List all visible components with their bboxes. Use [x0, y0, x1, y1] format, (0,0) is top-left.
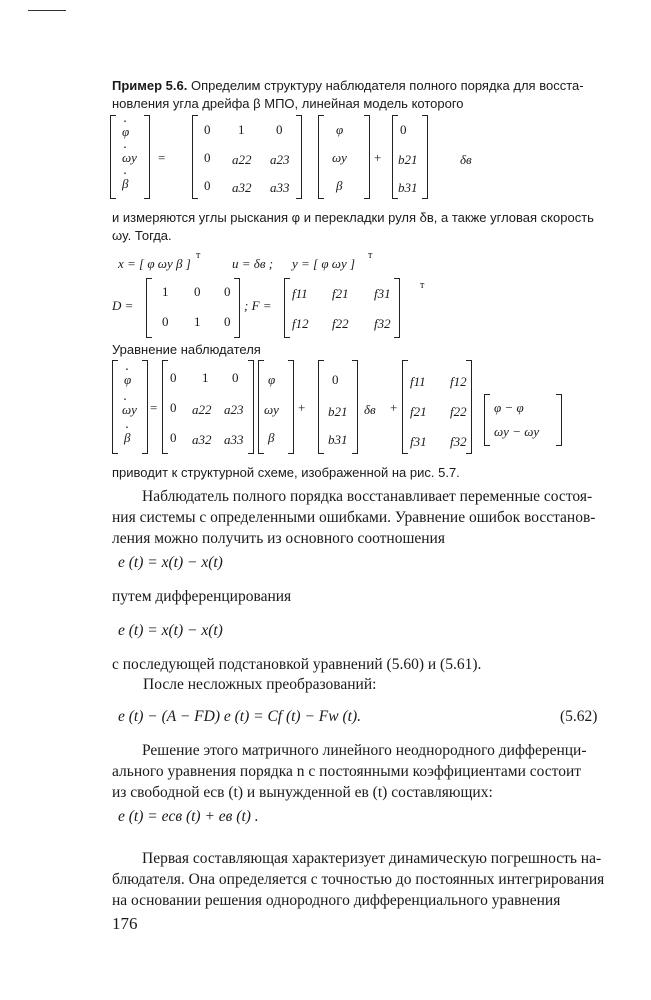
- obs-x-0: φ: [268, 372, 276, 387]
- measured-line-1: и измеряются углы рыскания φ и перекладки руля δв, а также угловая скорость: [112, 210, 594, 225]
- para-2-line-3: из свободной eсв (t) и вынужденной eв (t) составляющих:: [112, 784, 493, 801]
- eq-562-number: (5.62): [560, 708, 598, 725]
- system-equation: [110, 112, 510, 202]
- para-1: [112, 486, 607, 549]
- d-bracket-right: [234, 278, 240, 338]
- b-2: b31: [398, 180, 418, 195]
- plus-sign: +: [374, 150, 382, 165]
- f-10: f12: [292, 316, 309, 331]
- para-3-line-1: Первая составляющая характеризует динамическую погрешность на-: [142, 850, 602, 867]
- obs-err-0: φ − φ: [494, 400, 524, 415]
- eq-edot: e (t) = x(t) − x(t): [118, 622, 223, 639]
- leads-to-text: приводит к структурной схеме, изображенной на рис. 5.7.: [112, 465, 460, 480]
- obs-a-22: a33: [224, 432, 244, 447]
- obs-a-11: a22: [192, 402, 212, 417]
- d-12: 0: [224, 314, 231, 329]
- obs-a-10: 0: [170, 400, 177, 415]
- obs-l-10: f21: [410, 404, 427, 419]
- a-22: a33: [270, 180, 290, 195]
- input-delta: δв: [460, 152, 472, 167]
- para-1-line-1: Наблюдатель полного порядка восстанавливает переменные состоя-: [142, 488, 593, 505]
- d-01: 0: [194, 284, 201, 299]
- obs-l-00: f11: [410, 374, 426, 389]
- d-11: 1: [194, 314, 201, 329]
- obs-input: δв: [364, 402, 376, 417]
- f-02: f31: [374, 286, 391, 301]
- lhs-1: · ωy: [122, 150, 137, 166]
- subst-text: с последующей подстановкой уравнений (5.60) и (5.61).: [112, 656, 482, 673]
- u-definition: u = δв ;: [232, 256, 274, 271]
- example-text-1: Определим структуру наблюдателя полного порядка для восста-: [190, 78, 584, 93]
- f-bracket-right: [394, 278, 400, 338]
- para-1-line-2: ния системы с определенными ошибками. Уравнение ошибок восстанов-: [112, 509, 596, 526]
- obs-lhs-2: · β: [124, 430, 130, 446]
- f-transpose: т: [420, 280, 425, 291]
- obs-b-2: b31: [328, 432, 348, 447]
- x-2: β: [336, 178, 343, 193]
- a-21: a32: [232, 180, 252, 195]
- obs-b-0: 0: [332, 372, 339, 387]
- obs-x-2: β: [268, 430, 275, 445]
- obs-l-01: f12: [450, 374, 467, 389]
- obs-plus-1: +: [298, 400, 306, 415]
- x-1: ωy: [332, 150, 347, 165]
- a-20: 0: [204, 178, 211, 193]
- a-01: 1: [238, 122, 245, 137]
- para-2: [112, 740, 607, 803]
- obs-x-1: ωy: [264, 402, 279, 417]
- observer-equation: [112, 360, 572, 456]
- by-diff-text: путем дифференцирования: [112, 588, 292, 605]
- example-text-2: новления угла дрейфа β МПО, линейная модель которого: [112, 96, 464, 111]
- para-3-line-3: на основании решения однородного дифференциального уравнения: [112, 892, 561, 909]
- d-bracket-left: [146, 278, 152, 338]
- obs-equals: =: [150, 400, 158, 415]
- example-line-1: [112, 78, 584, 93]
- a-02: 0: [276, 122, 283, 137]
- para-2-line-1: Решение этого матричного линейного неоднородного дифференци-: [142, 742, 587, 759]
- para-3: [112, 848, 607, 911]
- example-label: Пример 5.6.: [112, 78, 188, 93]
- b-0: 0: [400, 122, 407, 137]
- x-0: φ: [336, 122, 344, 137]
- x-definition: x = [ φ ωy β ]: [118, 256, 191, 271]
- f-00: f11: [292, 286, 308, 301]
- a-10: 0: [204, 150, 211, 165]
- para-2-line-2: ального уравнения порядка n с постоянными коэффициентами состоит: [112, 763, 582, 780]
- eq-e: e (t) = x(t) − x(t): [118, 554, 223, 571]
- obs-l-11: f22: [450, 404, 467, 419]
- f-bracket-left: [284, 278, 290, 338]
- eq-sum: e (t) = eсв (t) + eв (t) .: [118, 808, 259, 825]
- obs-lhs-0: · φ: [124, 372, 131, 388]
- equals-sign: =: [158, 150, 166, 165]
- measured-line-2: ωy. Тогда.: [112, 228, 172, 243]
- a-12: a23: [270, 152, 290, 167]
- eq-562: e (t) − (A − FD) e (t) = Cf (t) − Fw (t).: [118, 708, 361, 725]
- obs-a-21: a32: [192, 432, 212, 447]
- para-3-line-2: блюдателя. Она определяется с точностью до постоянных интегрирования: [112, 871, 605, 888]
- obs-a-00: 0: [170, 370, 177, 385]
- d-label: D =: [112, 298, 134, 313]
- y-transpose: т: [368, 250, 373, 261]
- d-02: 0: [224, 284, 231, 299]
- lhs-0: · φ: [122, 124, 129, 140]
- obs-lhs-1: · ωy: [122, 402, 137, 418]
- obs-a-20: 0: [170, 430, 177, 445]
- b-1: b21: [398, 152, 418, 167]
- f-12: f32: [374, 316, 391, 331]
- obs-b-1: b21: [328, 404, 348, 419]
- a-00: 0: [204, 122, 211, 137]
- page-number: 176: [112, 914, 138, 933]
- header-rule: [28, 10, 66, 11]
- lhs-2: · β: [122, 176, 128, 192]
- f-label: ; F =: [244, 298, 272, 313]
- obs-a-02: 0: [232, 370, 239, 385]
- obs-plus-2: +: [390, 400, 398, 415]
- obs-a-12: a23: [224, 402, 244, 417]
- obs-l-21: f32: [450, 434, 467, 449]
- para-1-line-3: ления можно получить из основного соотношения: [112, 530, 445, 547]
- d-10: 0: [162, 314, 169, 329]
- observer-label: Уравнение наблюдателя: [112, 342, 261, 357]
- x-transpose: т: [196, 250, 201, 261]
- y-definition: y = [ φ ωy ]: [292, 256, 356, 271]
- f-11: f22: [332, 316, 349, 331]
- d-00: 1: [162, 284, 169, 299]
- obs-l-20: f31: [410, 434, 427, 449]
- obs-a-01: 1: [202, 370, 209, 385]
- obs-err-1: ωy − ωy: [494, 424, 540, 439]
- after-text: После несложных преобразований:: [143, 676, 377, 693]
- a-11: a22: [232, 152, 252, 167]
- f-01: f21: [332, 286, 349, 301]
